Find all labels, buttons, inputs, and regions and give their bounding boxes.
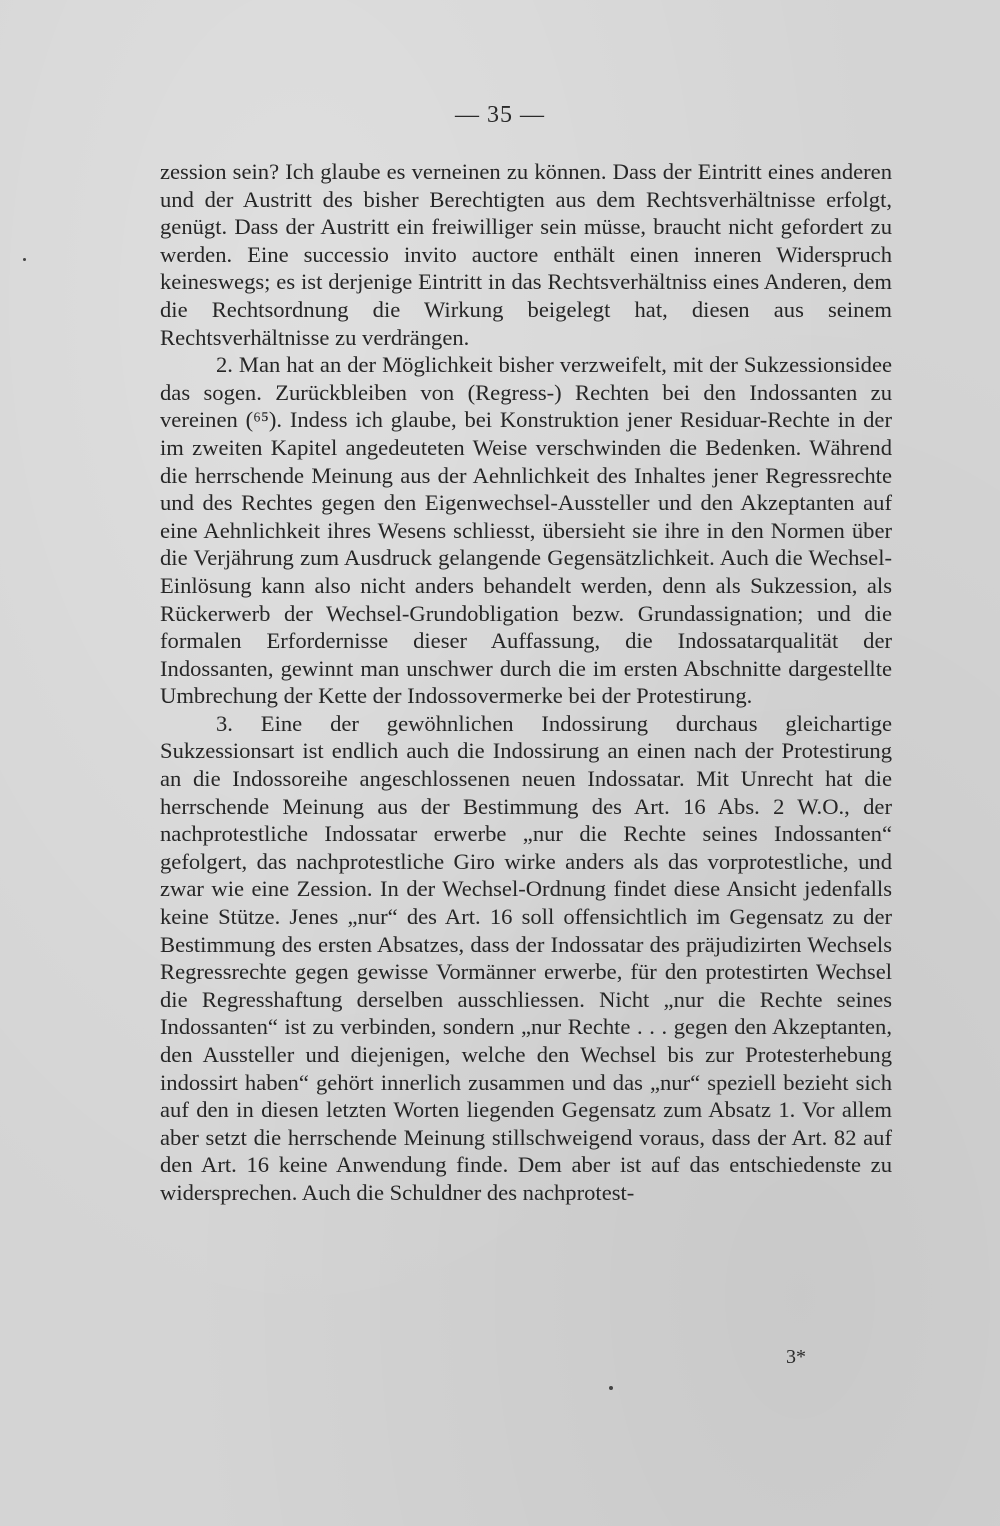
paragraph-2: 2. Man hat an der Möglichkeit bisher verzweifelt, mit der Sukzessionsidee das sogen. Zurückbleiben von (Regress-) Rechten bei den Indossanten zu vereinen (⁶⁵). Indess ich glaube, bei Konstruktion jener Residuar-Rechte in der im zweiten Kapitel angedeuteten Weise verschwinden die Bedenken. Während die herrschende Meinung aus der Aehnlichkeit des Inhaltes jener Regressrechte und des Rechtes gegen den Eigenwechsel-Aussteller und den Akzeptanten auf eine Aehnlichkeit ihres Wesens schliesst, übersieht sie ihre in den Normen über die Verjährung zum Ausdruck gelangende Gegensätzlichkeit. Auch die Wechsel-Einlösung kann also nicht anders behandelt werden, denn als Sukzession, als Rückerwerb der Wechsel-Grundobligation bezw. Grundassignation; und die formalen Erfordernisse dieser Auffassung, die Indossatarqualität der Indossanten, gewinnt man unschwer durch die im ersten Abschnitte dargestellte Umbrechung der Kette der Indossovermerke bei der Protestirung. (160, 352, 892, 709)
paragraph-3: 3. Eine der gewöhnlichen Indossirung durchaus gleichartige Sukzessionsart ist endlich auch die Indossirung an einen nach der Protestirung an die Indossoreihe angeschlossenen neuen Indossatar. Mit Unrecht hat die herrschende Meinung aus der Bestimmung des Art. 16 Abs. 2 W.O., der nachprotestliche Indossatar erwerbe „nur die Rechte seines Indossanten“ gefolgert, das nachprotestliche Giro wirke anders als das vorprotestliche, und zwar wie eine Zession. In der Wechsel-Ordnung findet diese Ansicht jedenfalls keine Stütze. Jenes „nur“ des Art. 16 soll offensichtlich im Gegensatz zu der Bestimmung des ersten Absatzes, dass der Indossatar des präjudizirten Wechsels Regressrechte gegen gewisse Vormänner erwerbe, für den protestirten Wechsel die Regresshaftung derselben ausschliessen. Nicht „nur die Rechte seines Indossanten“ ist zu verbinden, sondern „nur Rechte . . . gegen den Akzeptanten, den Aussteller und diejenigen, welche den Wechsel bis zur Protesterhebung indossirt haben“ gehört innerlich zusammen und das „nur“ speziell bezieht sich auf den in diesen letzten Worten liegenden Gegensatz zum Absatz 1. Vor allem aber setzt die herrschende Meinung stillschweigend voraus, dass der Art. 82 auf den Art. 16 keine Anwendung finde. Dem aber ist auf das entschiedenste zu widersprechen. Auch die Schuldner des nachprotest- (160, 710, 892, 1205)
body-text (160, 158, 892, 1207)
ink-speck (609, 1386, 613, 1390)
paragraph-continuation: zession sein? Ich glaube es verneinen zu können. Dass der Eintritt eines anderen und der Austritt des bisher Berechtigten aus dem Rechtsverhältnisse erfolgt, genügt. Dass der Austritt ein freiwilliger sein müsse, braucht nicht gefordert zu werden. Eine successio invito auctore enthält einen inneren Widerspruch keineswegs; es ist derjenige Eintritt in das Rechtsverhältniss eines Anderen, dem die Rechtsordnung die Wirkung beigelegt hat, diesen aus seinem Rechtsverhältnisse zu verdrängen. (160, 159, 892, 350)
ink-speck (23, 258, 26, 261)
page-number: — 35 — (455, 102, 545, 128)
signature-mark: 3* (786, 1346, 806, 1368)
